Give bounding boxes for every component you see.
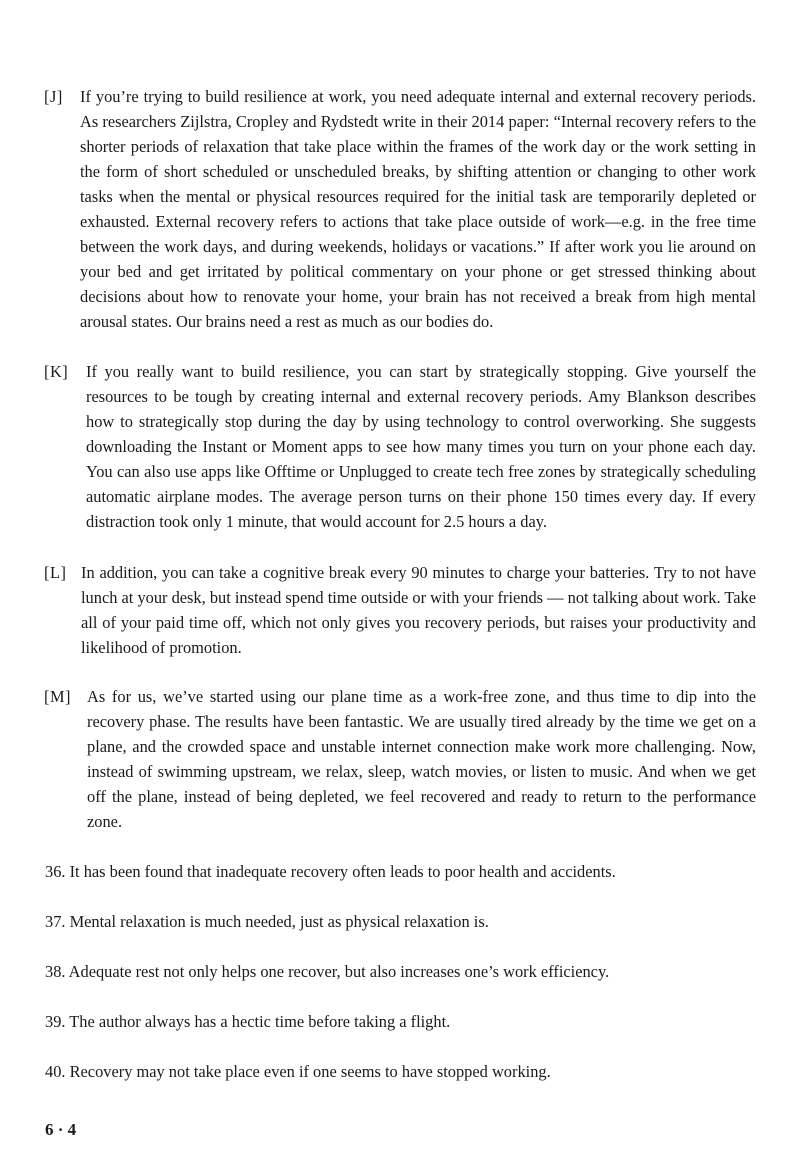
paragraph-m	[44, 684, 756, 834]
paragraph-text: If you’re trying to build resilience at work, you need adequate internal and external recovery periods. As researchers Zijlstra, Cropley and Rydstedt write in their 2014 paper: “Internal recovery refers to the shorter periods of relaxation that take place within the frames of the work day or the work setting in the form of short scheduled or unscheduled breaks, by shifting attention or changing to other work tasks when the mental or physical resources required for the initial task are temporarily depleted or exhausted. External recovery refers to actions that take place outside of work—e.g. in the free time between the work days, and during weekends, holidays or vacations.” If after work you lie around on your bed and get irritated by political commentary on your phone or get stressed thinking about decisions about how to renovate your home, your brain has not received a break from high mental arousal states. Our brains need a rest as much as our bodies do.	[80, 87, 756, 331]
paragraph-label: [M]	[44, 687, 71, 706]
paragraph-label: [J]	[44, 87, 63, 106]
question-list	[45, 859, 757, 1109]
question-39: 39. The author always has a hectic time before taking a flight.	[45, 1012, 451, 1031]
question-36: 36. It has been found that inadequate recovery often leads to poor health and accidents.	[45, 862, 616, 881]
paragraph-l	[44, 560, 756, 660]
question-37: 37. Mental relaxation is much needed, just as physical relaxation is.	[45, 912, 489, 931]
paragraph-j	[44, 84, 756, 334]
paragraph-text: If you really want to build resilience, you can start by strategically stopping. Give yourself the resources to be tough by creating internal and external recovery periods. Amy Blankson describes how to strategically stop during the day by using technology to control overworking. She suggests downloading the Instant or Moment apps to see how many times you turn on your phone each day. You can also use apps like Offtime or Unplugged to create tech free zones by strategically scheduling automatic airplane modes. The average person turns on their phone 150 times every day. If every distraction took only 1 minute, that would account for 2.5 hours a day.	[86, 362, 756, 531]
question-38: 38. Adequate rest not only helps one recover, but also increases one’s work efficiency.	[45, 962, 610, 981]
question-40: 40. Recovery may not take place even if one seems to have stopped working.	[45, 1062, 551, 1081]
paragraph-label: [L]	[44, 563, 67, 582]
paragraph-label: [K]	[44, 362, 69, 381]
page-number: 6 · 4	[45, 1120, 77, 1139]
paragraph-k	[44, 359, 756, 534]
paragraph-text: In addition, you can take a cognitive break every 90 minutes to charge your batteries. Try to not have lunch at your desk, but instead spend time outside or with your friends — not talking about work. Take all of your paid time off, which not only gives you recovery periods, but raises your productivity and likelihood of promotion.	[81, 563, 757, 657]
paragraph-text: As for us, we’ve started using our plane time as a work-free zone, and thus time to dip into the recovery phase. The results have been fantastic. We are usually tired already by the time we get on a plane, and the crowded space and unstable internet connection make work more challenging. Now, instead of swimming upstream, we relax, sleep, watch movies, or listen to music. And when we get off the plane, instead of being depleted, we feel recovered and ready to return to the performance zone.	[87, 687, 756, 831]
